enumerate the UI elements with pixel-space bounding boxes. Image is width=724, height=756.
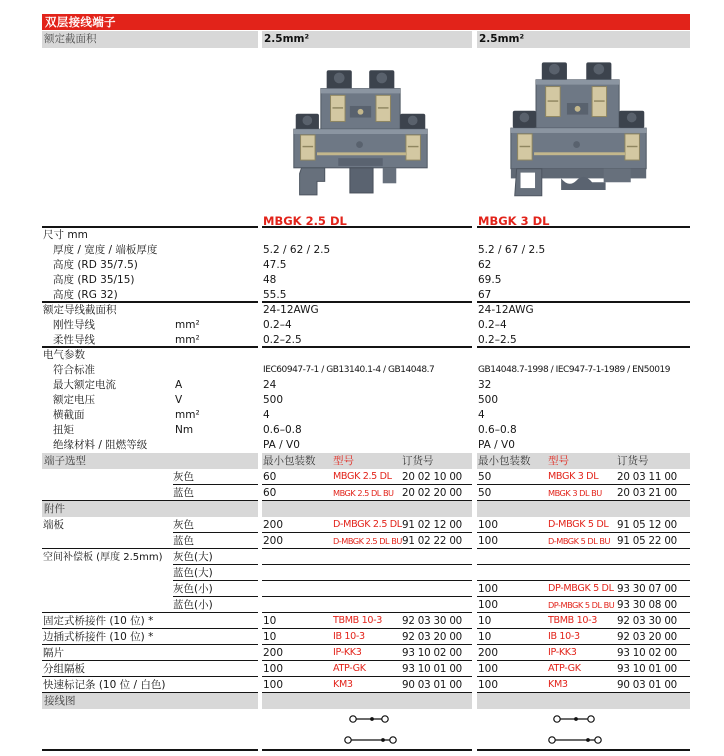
order-number: 20 03 11 00 xyxy=(617,471,678,483)
pack-qty: 60 xyxy=(263,471,277,483)
model-number: MBGK 3 DL BU xyxy=(548,488,602,498)
unit-label: mm² xyxy=(175,334,200,346)
pack-qty: 100 xyxy=(263,679,284,691)
order-number: 20 02 20 00 xyxy=(402,487,463,499)
spec-value: GB14048.7-1998 / IEC947-7-1-1989 / EN50019 xyxy=(478,365,671,375)
order-number: 91 02 12 00 xyxy=(402,519,463,531)
color-variant-label: 蓝色(小) xyxy=(173,599,213,611)
spec-value: 500 xyxy=(478,394,499,406)
model-number: IP-KK3 xyxy=(333,647,362,658)
pack-qty: 10 xyxy=(478,615,492,627)
model-number: KM3 xyxy=(333,679,353,690)
order-number: 91 05 12 00 xyxy=(617,519,678,531)
accessories-band-row xyxy=(42,501,690,517)
model-number: DP-MBGK 5 DL BU xyxy=(548,600,615,610)
rated-cross-section-label: 额定截面积 xyxy=(42,31,258,48)
order-number: 92 03 30 00 xyxy=(402,615,463,627)
col-header-order: 订货号 xyxy=(617,455,649,467)
col-header-qty: 最小包装数 xyxy=(263,455,316,467)
order-number: 93 10 01 00 xyxy=(617,663,678,675)
order-number: 91 02 22 00 xyxy=(402,535,463,547)
unit-label: mm² xyxy=(175,409,200,421)
section-title: 尺寸 mm xyxy=(43,229,88,241)
model-number: IB 10-3 xyxy=(548,631,580,642)
spec-row xyxy=(42,258,690,273)
spec-value: 0.2–4 xyxy=(263,319,292,331)
spec-row xyxy=(42,288,690,303)
model-number: ATP-GK xyxy=(333,663,366,674)
row-label: 快速标记条 (10 位 / 白色) xyxy=(43,679,166,691)
model-number: D-MBGK 5 DL BU xyxy=(548,536,611,546)
order-number: 90 03 01 00 xyxy=(402,679,463,691)
color-variant-label: 灰色 xyxy=(173,519,194,531)
section-title-row xyxy=(42,348,690,363)
order-number: 20 03 21 00 xyxy=(617,487,678,499)
color-variant-label: 灰色(大) xyxy=(173,551,213,563)
spec-value: 4 xyxy=(478,409,485,421)
spec-value: 0.2–2.5 xyxy=(478,334,517,346)
datasheet-content xyxy=(42,14,690,751)
order-number: 20 02 10 00 xyxy=(402,471,463,483)
spec-row xyxy=(42,303,690,318)
spec-value: 0.2–4 xyxy=(478,319,507,331)
order-number: 91 05 22 00 xyxy=(617,535,678,547)
band-label: 接线图 xyxy=(44,695,76,707)
spec-value: 4 xyxy=(263,409,270,421)
page-title: 双层接线端子 xyxy=(42,14,690,30)
band-label: 端子选型 xyxy=(44,455,86,467)
spec-row xyxy=(42,408,690,423)
model-number: MBGK 2.5 DL BU xyxy=(333,488,394,498)
pack-qty: 100 xyxy=(478,583,499,595)
unit-label: V xyxy=(175,394,183,406)
pack-qty: 10 xyxy=(478,631,492,643)
spec-value: 0.6–0.8 xyxy=(478,424,517,436)
product-photos-row xyxy=(42,48,690,210)
row-label: 固定式桥接件 (10 位) * xyxy=(43,615,154,627)
spec-value: 67 xyxy=(478,289,492,301)
model-number: D-MBGK 2.5 DL xyxy=(333,519,402,530)
pack-qty: 200 xyxy=(263,519,284,531)
wiring-diagram-icon xyxy=(477,709,690,749)
spec-row xyxy=(42,378,690,393)
pack-qty: 100 xyxy=(263,663,284,675)
selection-row-blue xyxy=(42,485,690,501)
row-label: 隔片 xyxy=(43,647,64,659)
row-label: 边插式桥接件 (10 位) * xyxy=(43,631,154,643)
row-label: 高度 (RG 32) xyxy=(53,289,118,301)
spec-value: PA / V0 xyxy=(478,439,515,451)
color-variant-label: 蓝色 xyxy=(173,487,194,499)
col-header-model: 型号 xyxy=(333,455,354,467)
pack-qty: 10 xyxy=(263,631,277,643)
spec-value: 55.5 xyxy=(263,289,287,301)
spec-value: 500 xyxy=(263,394,284,406)
row-label: 扭矩 xyxy=(53,424,74,436)
product-photo-mbgk-2-5-dl xyxy=(288,61,433,207)
endplate-row-blue xyxy=(42,533,690,549)
model-number: ATP-GK xyxy=(548,663,581,674)
col-header-order: 订货号 xyxy=(402,455,434,467)
color-variant-label: 灰色 xyxy=(173,471,194,483)
unit-label: A xyxy=(175,379,183,391)
row-label: 高度 (RD 35/15) xyxy=(53,274,135,286)
model-number: MBGK 2.5 DL xyxy=(333,471,392,482)
row-label: 柔性导线 xyxy=(53,334,95,346)
spec-value: 62 xyxy=(478,259,492,271)
endplate-row-gray xyxy=(42,517,690,533)
row-label: 额定电压 xyxy=(53,394,95,406)
spec-value: 24-12AWG xyxy=(478,304,534,316)
model-number: IB 10-3 xyxy=(333,631,365,642)
accessory-row xyxy=(42,629,690,645)
model-number: KM3 xyxy=(548,679,568,690)
row-label: 端板 xyxy=(43,519,64,531)
spec-value: 0.2–2.5 xyxy=(263,334,302,346)
pack-qty: 200 xyxy=(263,647,284,659)
accessory-row xyxy=(42,661,690,677)
pack-qty: 50 xyxy=(478,471,492,483)
order-number: 92 03 20 00 xyxy=(402,631,463,643)
model-label-col1: MBGK 2.5 DL xyxy=(263,214,347,228)
spec-row xyxy=(42,438,690,453)
spec-value: 47.5 xyxy=(263,259,287,271)
section-title-row xyxy=(42,228,690,243)
model-number: TBMB 10-3 xyxy=(333,615,382,626)
pack-qty: 100 xyxy=(478,535,499,547)
section-title: 电气参数 xyxy=(43,349,85,361)
order-number: 93 30 08 00 xyxy=(617,599,678,611)
color-variant-label: 蓝色(大) xyxy=(173,567,213,579)
pack-qty: 50 xyxy=(478,487,492,499)
pack-qty: 100 xyxy=(478,599,499,611)
row-label: 额定导线截面积 xyxy=(43,304,117,316)
spec-row xyxy=(42,318,690,333)
row-label: 绝缘材料 / 阻燃等级 xyxy=(53,439,148,451)
row-label: 厚度 / 宽度 / 端板厚度 xyxy=(53,244,158,256)
spec-row xyxy=(42,423,690,438)
model-number: D-MBGK 5 DL xyxy=(548,519,609,530)
accessory-row xyxy=(42,677,690,693)
color-variant-label: 蓝色 xyxy=(173,535,194,547)
order-number: 93 30 07 00 xyxy=(617,583,678,595)
spec-value: 24 xyxy=(263,379,277,391)
spec-value: PA / V0 xyxy=(263,439,300,451)
spec-value: 5.2 / 62 / 2.5 xyxy=(263,244,331,256)
model-label-col2: MBGK 3 DL xyxy=(478,214,550,228)
rated-value-col2: 2.5mm² xyxy=(477,31,690,48)
spacer-row xyxy=(42,565,690,581)
order-number: 90 03 01 00 xyxy=(617,679,678,691)
model-number: TBMB 10-3 xyxy=(548,615,597,626)
order-number: 93 10 02 00 xyxy=(402,647,463,659)
spec-row xyxy=(42,243,690,258)
pack-qty: 100 xyxy=(478,663,499,675)
pack-qty: 10 xyxy=(263,615,277,627)
spec-value: 0.6–0.8 xyxy=(263,424,302,436)
rated-cross-section-row xyxy=(42,31,690,48)
wiring-band-row xyxy=(42,693,690,709)
spec-row xyxy=(42,363,690,378)
pack-qty: 200 xyxy=(478,647,499,659)
pack-qty: 100 xyxy=(478,519,499,531)
row-label: 空间补偿板 (厚度 2.5mm) xyxy=(43,552,163,563)
spec-value: 5.2 / 67 / 2.5 xyxy=(478,244,546,256)
product-photo-mbgk-3-dl xyxy=(507,56,652,208)
wiring-diagram-icon xyxy=(262,709,472,749)
row-label: 横截面 xyxy=(53,409,85,421)
order-number: 92 03 30 00 xyxy=(617,615,678,627)
row-label: 高度 (RD 35/7.5) xyxy=(53,259,138,271)
model-name-row xyxy=(42,210,690,228)
order-number: 92 03 20 00 xyxy=(617,631,678,643)
spec-row xyxy=(42,333,690,348)
model-number: MBGK 3 DL xyxy=(548,471,599,482)
pack-qty: 100 xyxy=(478,679,499,691)
rated-value-col1: 2.5mm² xyxy=(262,31,472,48)
spec-row xyxy=(42,393,690,408)
row-label: 最大额定电流 xyxy=(53,379,116,391)
spec-value: 69.5 xyxy=(478,274,502,286)
selection-row-gray xyxy=(42,469,690,485)
wiring-diagram-row xyxy=(42,709,690,749)
model-number: IP-KK3 xyxy=(548,647,577,658)
spec-row xyxy=(42,273,690,288)
bottom-rule xyxy=(42,749,690,751)
unit-label: mm² xyxy=(175,319,200,331)
spacer-row xyxy=(42,597,690,613)
band-label: 附件 xyxy=(44,503,65,515)
spacer-row xyxy=(42,581,690,597)
spec-value: 24-12AWG xyxy=(263,304,319,316)
row-label: 符合标准 xyxy=(53,364,95,376)
col-header-qty: 最小包装数 xyxy=(478,455,531,467)
model-number: D-MBGK 2.5 DL BU xyxy=(333,536,402,546)
col-header-model: 型号 xyxy=(548,455,569,467)
pack-qty: 60 xyxy=(263,487,277,499)
spacer-row xyxy=(42,549,690,565)
selection-band-row xyxy=(42,453,690,469)
accessory-row xyxy=(42,613,690,629)
pack-qty: 200 xyxy=(263,535,284,547)
order-number: 93 10 01 00 xyxy=(402,663,463,675)
unit-label: Nm xyxy=(175,424,194,436)
color-variant-label: 灰色(小) xyxy=(173,583,213,595)
row-label: 刚性导线 xyxy=(53,319,95,331)
accessory-row xyxy=(42,645,690,661)
model-number: DP-MBGK 5 DL xyxy=(548,583,614,594)
spec-value: 32 xyxy=(478,379,492,391)
row-label: 分组隔板 xyxy=(43,663,85,675)
spec-value: 48 xyxy=(263,274,277,286)
order-number: 93 10 02 00 xyxy=(617,647,678,659)
spec-value: IEC60947-7-1 / GB13140.1-4 / GB14048.7 xyxy=(263,365,435,375)
